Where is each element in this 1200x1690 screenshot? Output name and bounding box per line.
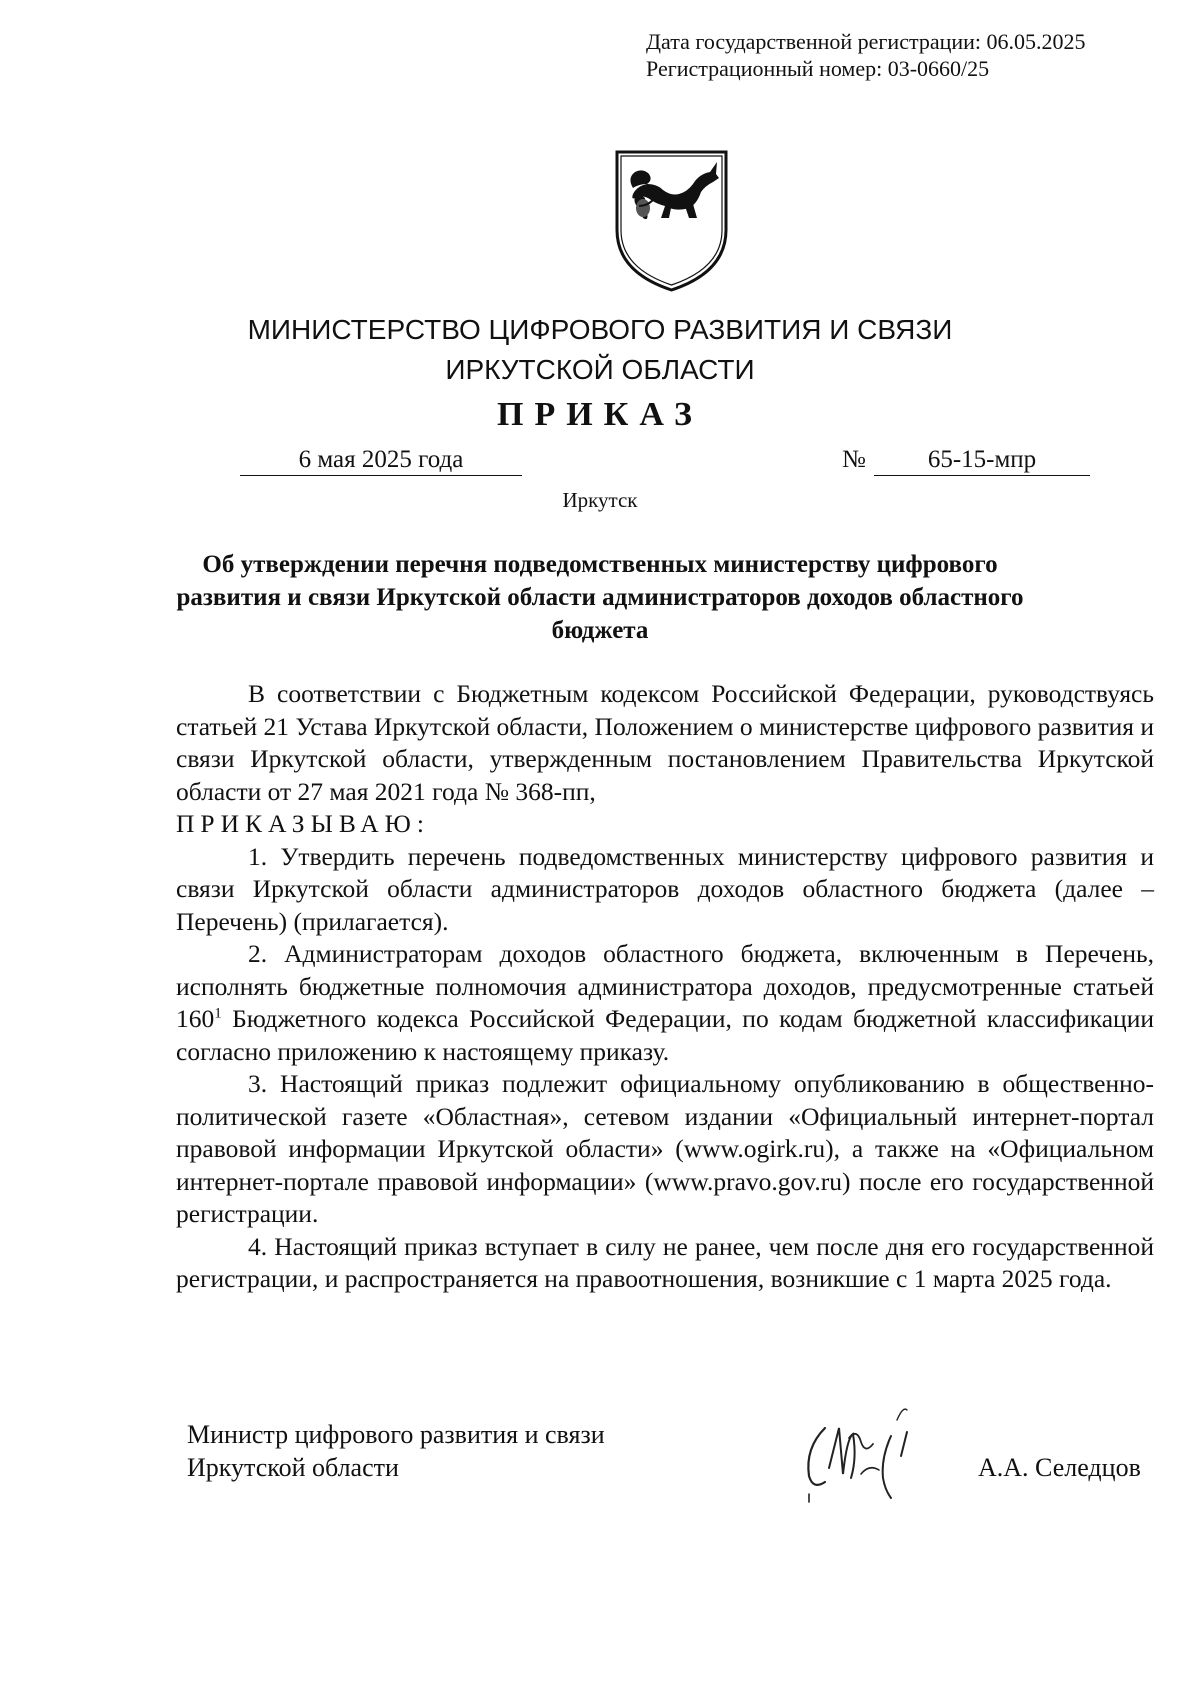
number-sign: № [842, 446, 866, 473]
signatory-name: А.А. Селедцов [978, 1453, 1141, 1482]
item-2-text-start: 2. Администраторам доходов областного бюджета, включенным в Перечень, исполнять бюджетные полномочия администратора доходов, предусмотренные статьей 160 [176, 939, 1154, 1033]
document-body [176, 678, 1154, 1296]
item-4-paragraph: 4. Настоящий приказ вступает в силу не ранее, чем после дня его государственной регистрации, и распространяется на правоотношения, возникшие с 1 марта 2025 года. [176, 1231, 1154, 1293]
document-subject: Об утверждении перечня подведомственных министерству цифрового развития и связи Иркутской области администраторов доходов областного бюджета [176, 551, 1024, 644]
order-date: 6 мая 2025 года [240, 444, 522, 476]
ministry-name-line1: МИНИСТЕРСТВО ЦИФРОВОГО РАЗВИТИЯ И СВЯЗИ [247, 314, 953, 345]
item-3-paragraph: 3. Настоящий приказ подлежит официальному опубликованию в общественно-политической газете «Областная», сетевом издании «Официальный интернет-портал правовой информации Иркутской области» (www.ogirk.ru), а также на «Официальном интернет-портале правовой информации» (www.pravo.gov.ru) после его государственной регистрации. [176, 1069, 1154, 1228]
signatory-position-line1: Министр цифрового развития и связи [187, 1420, 605, 1449]
registration-number: Регистрационный номер: 03-0660/25 [646, 56, 990, 81]
item-2-paragraph [176, 938, 1154, 1068]
item-2-superscript: 1 [214, 1005, 222, 1022]
item-2-text-end: Бюджетного кодекса Российской Федерации, по кодам бюджетной классификации согласно приложению к настоящему приказу. [176, 1004, 1154, 1066]
handwritten-signature-icon [795, 1398, 945, 1510]
registration-date: Дата государственной регистрации: 06.05.2025 [646, 29, 1086, 54]
signatory-position [187, 1418, 605, 1484]
order-number: 65-15-мпр [874, 444, 1090, 476]
order-word: ПРИКАЗЫВАЮ: [176, 809, 430, 838]
preamble-paragraph: В соответствии с Бюджетным кодексом Российской Федерации, руководствуясь статьей 21 Устава Иркутской области, Положением о министерстве цифрового развития и связи Иркутской области, утвержденным постановлением Правительства Иркутской области от 27 мая 2021 года № 368-пп, [176, 679, 1154, 806]
city: Иркутск [562, 488, 638, 512]
ministry-name [0, 310, 1200, 390]
ministry-name-line2: ИРКУТСКОЙ ОБЛАСТИ [445, 354, 755, 385]
signatory-position-line2: Иркутской области [187, 1453, 399, 1482]
document-type-title: ПРИКАЗ [497, 396, 703, 433]
coat-of-arms-icon [613, 148, 730, 294]
registration-stamp [646, 28, 1086, 82]
item-1-paragraph: 1. Утвердить перечень подведомственных министерству цифрового развития и связи Иркутской области администраторов доходов областного бюджета (далее – Перечень) (прилагается). [176, 841, 1154, 936]
